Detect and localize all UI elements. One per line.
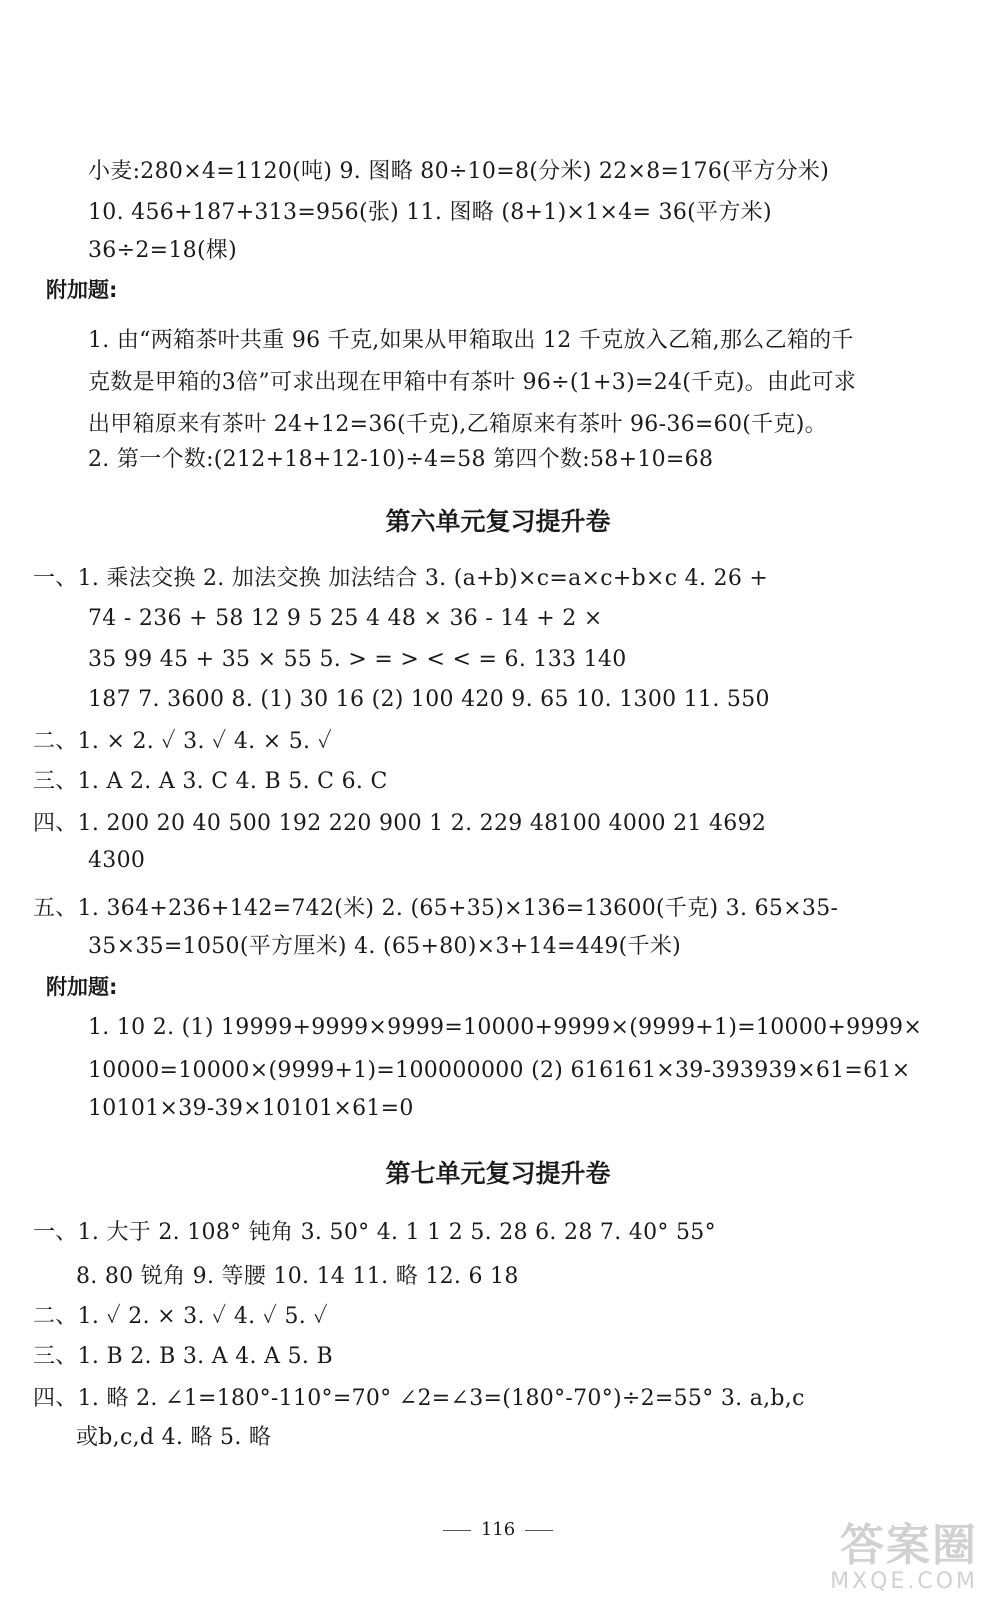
text-line-23: 10101×39-39×10101×61=0	[88, 1096, 414, 1121]
text-line-5: 1. 由“两箱茶叶共重 96 千克,如果从甲箱取出 12 千克放入乙箱,那么乙箱的千	[88, 328, 854, 353]
text-line-19: 35×35=1050(平方厘米) 4. (65+80)×3+14=449(千米)	[88, 934, 682, 959]
text-line-28: 三、1. B 2. B 3. A 4. A 5. B	[33, 1344, 333, 1369]
text-line-22: 10000=10000×(9999+1)=100000000 (2) 616161×39-393939×61=61×	[88, 1058, 911, 1083]
text-line-11: 74 - 236 + 58 12 9 5 25 4 48 × 36 - 14 + 2 ×	[88, 606, 603, 631]
text-line-17: 4300	[88, 848, 146, 873]
text-line-27: 二、1. ✓ 2. × 3. ✓ 4. ✓ 5. ✓	[33, 1304, 328, 1329]
text-line-7: 出甲箱原来有茶叶 24+12=36(千克),乙箱原来有茶叶 96-36=60(千克)。	[88, 412, 827, 437]
bonus-heading-2: 附加题:	[46, 975, 118, 999]
section-title-unit-6: 第六单元复习提升卷	[385, 507, 611, 536]
page-number-dash-right	[525, 1530, 553, 1531]
text-line-29: 四、1. 略 2. ∠1=180°-110°=70° ∠2=∠3=(180°-70°)÷2=55° 3. a,b,c	[33, 1386, 805, 1411]
text-line-15: 三、1. A 2. A 3. C 4. B 5. C 6. C	[33, 769, 388, 794]
text-line-16: 四、1. 200 20 40 500 192 220 900 1 2. 229 48100 4000 21 4692	[33, 811, 767, 836]
text-line-8: 2. 第一个数:(212+18+12-10)÷4=58 第四个数:58+10=68	[88, 447, 714, 472]
text-line-26: 8. 80 锐角 9. 等腰 10. 14 11. 略 12. 6 18	[76, 1264, 519, 1289]
text-line-3: 36÷2=18(棵)	[88, 238, 238, 263]
text-line-12: 35 99 45 + 35 × 55 5. > = > < < = 6. 133 140	[88, 647, 627, 672]
text-line-21: 1. 10 2. (1) 19999+9999×9999=10000+9999×(9999+1)=10000+9999×	[88, 1015, 923, 1040]
page-number-text: 116	[480, 1519, 516, 1540]
watermark-sub: MXQE.COM	[830, 1569, 978, 1594]
text-line-10: 一、1. 乘法交换 2. 加法交换 加法结合 3. (a+b)×c=a×c+b×c 4. 26 +	[33, 566, 769, 591]
text-line-25: 一、1. 大于 2. 108° 钝角 3. 50° 4. 1 1 2 5. 28 6. 28 7. 40° 55°	[33, 1220, 716, 1245]
text-line-30: 或b,c,d 4. 略 5. 略	[76, 1425, 272, 1450]
bonus-heading: 附加题:	[46, 278, 118, 302]
watermark-main: 答案圈	[840, 1520, 978, 1571]
text-line-2: 10. 456+187+313=956(张) 11. 图略 (8+1)×1×4= 36(平方米)	[88, 200, 772, 225]
text-line-1: 小麦:280×4=1120(吨) 9. 图略 80÷10=8(分米) 22×8=176(平方分米)	[88, 159, 830, 184]
watermark-logo	[830, 1522, 978, 1594]
text-line-14: 二、1. × 2. ✓ 3. ✓ 4. × 5. ✓	[33, 729, 333, 754]
section-title-unit-7: 第七单元复习提升卷	[385, 1159, 611, 1188]
page-number-dash-left	[443, 1530, 471, 1531]
text-line-18: 五、1. 364+236+142=742(米) 2. (65+35)×136=13600(千克) 3. 65×35-	[33, 896, 839, 921]
text-line-6: 克数是甲箱的3倍”可求出现在甲箱中有茶叶 96÷(1+3)=24(千克)。由此可求	[88, 370, 857, 395]
text-line-13: 187 7. 3600 8. (1) 30 16 (2) 100 420 9. 65 10. 1300 11. 550	[88, 687, 770, 712]
